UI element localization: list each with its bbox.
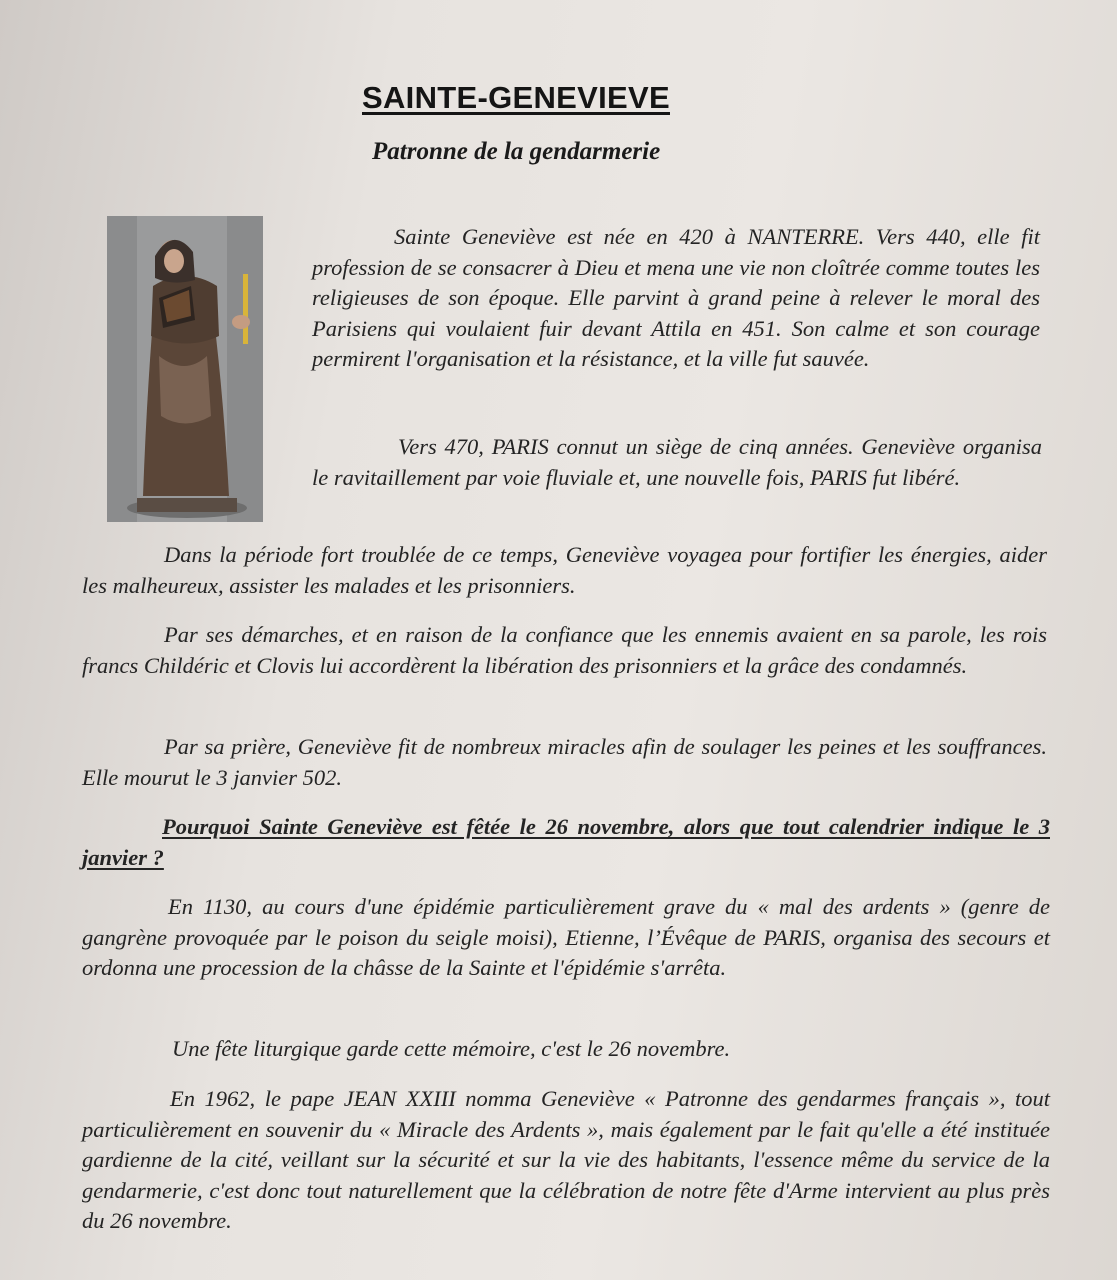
paragraph-liturgy: Une fête liturgique garde cette mémoire, c'est le 26 novembre.	[172, 1036, 731, 1061]
paragraph-travels: Dans la période fort troublée de ce temps, Geneviève voyagea pour fortifier les énergies, aider les malheureux, assister les malades et les prisonniers.	[82, 542, 1047, 598]
document-page	[30, 0, 1117, 1280]
statue-of-sainte-genevieve-icon	[107, 216, 263, 522]
paragraph-kings: Par ses démarches, et en raison de la confiance que les ennemis avaient en sa parole, les rois francs Childéric et Clovis lui accordèrent la libération des prisonniers et la grâce des condamnés.	[82, 622, 1047, 678]
paragraph-epidemic: En 1130, au cours d'une épidémie particulièrement grave du « mal des ardents » (genre de gangrène provoquée par le poison du seigle moisi), Etienne, l’Évêque de PARIS, organisa des secours et ordonna une procession de la châsse de la Sainte et l'épidémie s'arrêta.	[82, 894, 1050, 980]
paragraph-miracles: Par sa prière, Geneviève fit de nombreux miracles afin de soulager les peines et les souffrances. Elle mourut le 3 janvier 502.	[82, 734, 1047, 790]
section-heading-question: Pourquoi Sainte Geneviève est fêtée le 26 novembre, alors que tout calendrier indique le 3 janvier ?	[82, 814, 1050, 870]
paragraph-siege: Vers 470, PARIS connut un siège de cinq années. Geneviève organisa le ravitaillement par voie fluviale et, une nouvelle fois, PARIS fut libéré.	[312, 434, 1042, 490]
paragraph-patronage: En 1962, le pape JEAN XXIII nomma Geneviève « Patronne des gendarmes français », tout particulièrement en souvenir du « Miracle des Ardents », mais également par le fait qu'elle a été instituée gardienne de la cité, veillant sur la sécurité et sur la vie des habitants, l'essence même du service de la gendarmerie, c'est donc tout naturellement que la célébration de notre fête d'Arme intervient au plus près du 26 novembre.	[82, 1086, 1050, 1233]
paragraph-birth: Sainte Geneviève est née en 420 à NANTERRE. Vers 440, elle fit profession de se consacrer à Dieu et mena une vie non cloîtrée comme toutes les religieuses de son époque. Elle parvint à grand peine à relever le moral des Parisiens qui voulaient fuir devant Attila en 451. Son calme et son courage permirent l'organisation et la résistance, et la ville fut sauvée.	[312, 224, 1040, 371]
page-subtitle: Patronne de la gendarmerie	[372, 138, 661, 165]
page-title: SAINTE-GENEVIEVE	[362, 80, 670, 115]
